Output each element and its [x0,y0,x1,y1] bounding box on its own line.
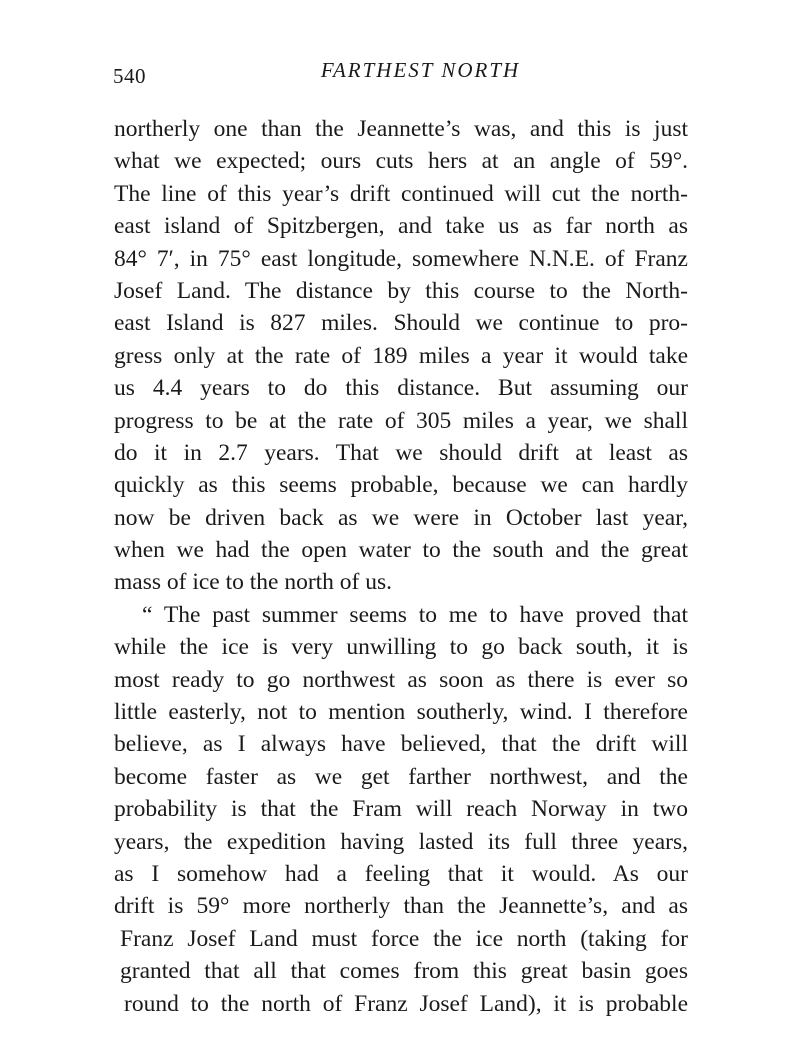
text-line: probability is that the Fram will reach Norway in two [114,796,688,823]
text-line: become faster as we get farther northwest, and the [114,763,688,790]
page-header [113,58,688,88]
text-line: most ready to go northwest as soon as there is ever so [114,666,688,693]
text-line: drift is 59° more northerly than the Jeannette’s, and as [114,893,688,920]
text-line: as I somehow had a feeling that it would. As our [114,860,688,887]
text-line: northerly one than the Jeannette’s was, and this is just [114,116,688,142]
text-line: do it in 2.7 years. That we should drift at least as [114,439,688,466]
text-line: mass of ice to the north of us. [114,569,393,596]
running-title: FARTHEST NORTH [320,58,521,82]
text-line: us 4.4 years to do this distance. But assuming our [114,375,688,402]
text-line: little easterly, not to mention southerly, wind. I therefore [114,699,688,726]
text-line: believe, as I always have believed, that the drift will [114,731,688,758]
text-line: when we had the open water to the south and the great [114,537,688,564]
body-text [114,113,688,1020]
text-line: round to the north of Franz Josef Land), it is probable [124,990,688,1017]
text-line: Franz Josef Land must force the ice north (taking for [120,925,688,952]
text-line: granted that all that comes from this great basin goes [120,958,688,985]
text-line: east island of Spitzbergen, and take us as far north as [114,213,688,240]
text-line: 84° 7′, in 75° east longitude, somewhere N.N.E. of Franz [114,245,688,272]
page-number: 540 [113,64,146,88]
text-line: years, the expedition having lasted its full three years, [114,828,688,855]
text-line: The line of this year’s drift continued will cut the north- [114,180,688,207]
text-line: while the ice is very unwilling to go back south, it is [114,634,688,661]
text-line: now be driven back as we were in October last year, [114,504,688,531]
text-line: “ The past summer seems to me to have proved that [142,601,688,628]
text-line: east Island is 827 miles. Should we continue to pro- [114,310,688,337]
text-line: quickly as this seems probable, because we can hardly [114,472,688,499]
text-line: progress to be at the rate of 305 miles a year, we shall [114,407,688,434]
text-line: gress only at the rate of 189 miles a year it would take [114,342,688,369]
text-line: what we expected; ours cuts hers at an angle of 59°. [114,148,688,175]
text-line: Josef Land. The distance by this course to the North- [114,277,688,304]
